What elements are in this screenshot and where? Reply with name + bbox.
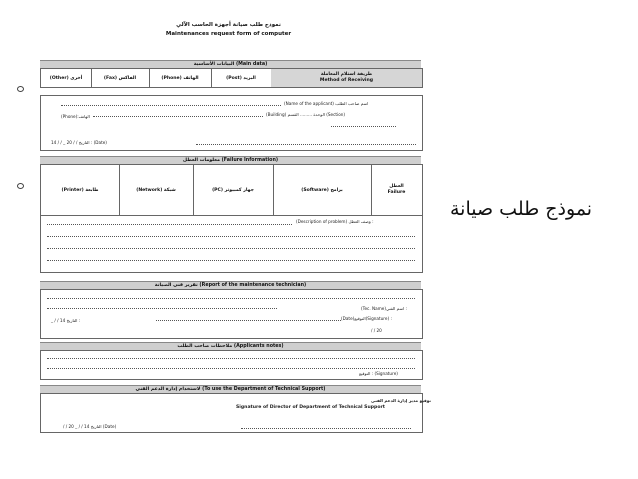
- tec-name-label: (Tec. Name)اسم الفني :: [361, 306, 407, 311]
- bullet-icon: [17, 183, 24, 189]
- technician-box: [40, 289, 423, 339]
- technician-date-right: / / 20: [371, 328, 382, 333]
- form-title-arabic: نموذج طلب صيانة أجهزة الحاسب الآلي: [176, 22, 281, 28]
- applicant-name-line[interactable]: [61, 105, 281, 106]
- option-fax[interactable]: (Fax) الفاكس: [91, 69, 150, 87]
- applicant-notes-box: [40, 350, 423, 380]
- description-line-4[interactable]: [47, 260, 415, 261]
- failure-network[interactable]: (Network) شبكة: [119, 165, 194, 215]
- failure-header: [371, 165, 422, 215]
- extra-line: [331, 126, 396, 127]
- failure-pc[interactable]: (PC) جهاز كمبيوتر: [193, 165, 274, 215]
- method-label-ar: طريقة استلام المعاملة: [320, 72, 373, 77]
- support-date-fill[interactable]: [241, 428, 411, 429]
- technician-date-left: _ / / 14 التاريخ :: [51, 318, 81, 323]
- form-title-english: Maintenances request form of computer: [165, 31, 292, 37]
- applicant-name-label: (Name of the applicant) اسم صاحب الطلب: [284, 101, 369, 106]
- maintenance-form: [36, 22, 431, 432]
- description-box: [40, 215, 423, 273]
- building-section-line[interactable]: [93, 116, 263, 117]
- description-label: (Description of problem) وصف العطل :: [296, 219, 374, 224]
- date-fill-line[interactable]: [196, 144, 416, 145]
- technician-signature-label: (Date)التوقيع(Signature) :: [341, 316, 392, 321]
- failure-label-en: Failure: [387, 190, 406, 195]
- option-post[interactable]: (Post) البريد: [211, 69, 272, 87]
- description-line-3[interactable]: [47, 248, 415, 249]
- technician-label: تقرير فني الصيانة (Report of the maintenance technician): [154, 283, 307, 288]
- director-signature-en: Signature of Director of Department of Technical Support: [236, 405, 385, 410]
- failure-printer[interactable]: (Printer) طابعة: [41, 165, 120, 215]
- support-date-line: / / 20 _ / / 14 التاريخ (Date): [63, 424, 117, 429]
- bullet-icon: [17, 86, 24, 92]
- date-line: 14 / / _ 20 / / التاريخ : (Date): [51, 140, 107, 145]
- technician-line-1[interactable]: [47, 298, 415, 299]
- signature-line[interactable]: [156, 320, 341, 321]
- failure-software[interactable]: (Software) برامج: [273, 165, 372, 215]
- method-of-receiving-row: [40, 68, 423, 88]
- option-other[interactable]: (Other) أخرى: [41, 69, 92, 87]
- applicant-notes-label: ملاحظات صاحب الطلب (Applicants notes): [177, 344, 284, 349]
- main-data-label: البيانات الأساسية (Main data): [193, 62, 268, 67]
- applicant-signature-label: التوقيع : (Signature): [359, 371, 398, 376]
- method-label-en: Method of Receiving: [319, 78, 374, 83]
- technician-line-2[interactable]: [47, 308, 277, 309]
- failure-label: معلومات العطل (Failure Information): [182, 158, 279, 163]
- description-line-1[interactable]: [47, 224, 292, 225]
- method-header: [271, 69, 422, 87]
- option-phone[interactable]: (Phone) الهاتف: [149, 69, 212, 87]
- phone-label: (Phone):الهاتف: [61, 114, 90, 119]
- slide-title: نموذج طلب صيانة: [450, 198, 593, 220]
- support-box: [40, 393, 431, 433]
- failure-type-row: [40, 164, 423, 216]
- building-section-label: (Building) الوحدة ......... القسم (Section): [266, 112, 346, 117]
- notes-line-1[interactable]: [47, 358, 415, 359]
- support-label: لاستخدام إدارة الدعم الفني (To use the Department of Technical Support): [135, 387, 326, 392]
- failure-label-ar: العطل: [389, 184, 404, 189]
- description-line-2[interactable]: [47, 236, 415, 237]
- director-signature-ar: توقيع مدير إدارة الدعم الفني: [371, 398, 431, 403]
- applicant-box: [40, 95, 423, 151]
- notes-line-2[interactable]: [47, 368, 415, 369]
